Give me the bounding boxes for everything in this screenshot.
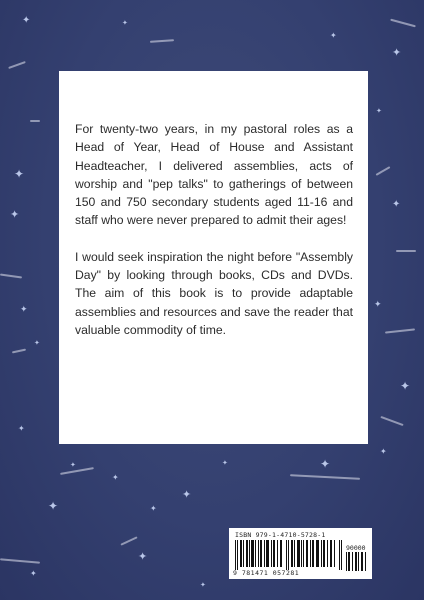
star-icon: ✦ <box>34 340 40 347</box>
star-icon: ✦ <box>320 457 331 471</box>
star-icon: ✦ <box>48 499 59 513</box>
star-icon: ✦ <box>122 20 128 27</box>
star-icon: ✦ <box>380 447 387 456</box>
blurb-paragraph-1: For twenty-two years, in my pastoral roles as a Head of Year, Head of House and Assistant Headteacher, I delivered assemblies, acts of worship and "pep talks" to gatherings of between 150 and 750 secondary students aged 11-16 and staff who were never prepared to admit their ages! <box>75 122 353 228</box>
star-icon: ✦ <box>392 199 401 210</box>
star-icon: ✦ <box>20 304 28 314</box>
star-icon: ✦ <box>70 462 76 469</box>
star-icon: ✦ <box>400 379 411 393</box>
star-icon: ✦ <box>10 209 20 221</box>
star-icon: ✦ <box>14 167 25 181</box>
star-icon: ✦ <box>222 460 228 467</box>
star-icon: ✦ <box>18 424 25 433</box>
isbn-digits: 9 781471 057281 <box>233 569 300 577</box>
star-icon: ✦ <box>200 582 206 589</box>
star-icon: ✦ <box>182 489 192 501</box>
star-icon: ✦ <box>330 31 337 40</box>
blurb-text <box>75 120 353 357</box>
star-icon: ✦ <box>22 15 31 26</box>
price-code: 90000 <box>346 544 366 552</box>
star-icon: ✦ <box>138 551 148 563</box>
isbn-label: ISBN 979-1-4710-5728-1 <box>235 531 326 539</box>
price-bars <box>346 552 368 571</box>
barcode-bars <box>235 540 343 570</box>
star-icon: ✦ <box>376 108 382 115</box>
star-icon: ✦ <box>30 569 37 578</box>
isbn-barcode <box>229 528 372 579</box>
star-icon: ✦ <box>150 504 157 513</box>
star-icon: ✦ <box>374 299 382 309</box>
blurb-paragraph-2: I would seek inspiration the night before "Assembly Day" by looking through books, CDs and DVDs. The aim of this book is to provide adaptable assemblies and resources and save the reader that valuable commodity of time. <box>75 249 353 337</box>
star-icon: ✦ <box>112 473 119 482</box>
star-icon: ✦ <box>392 47 402 59</box>
